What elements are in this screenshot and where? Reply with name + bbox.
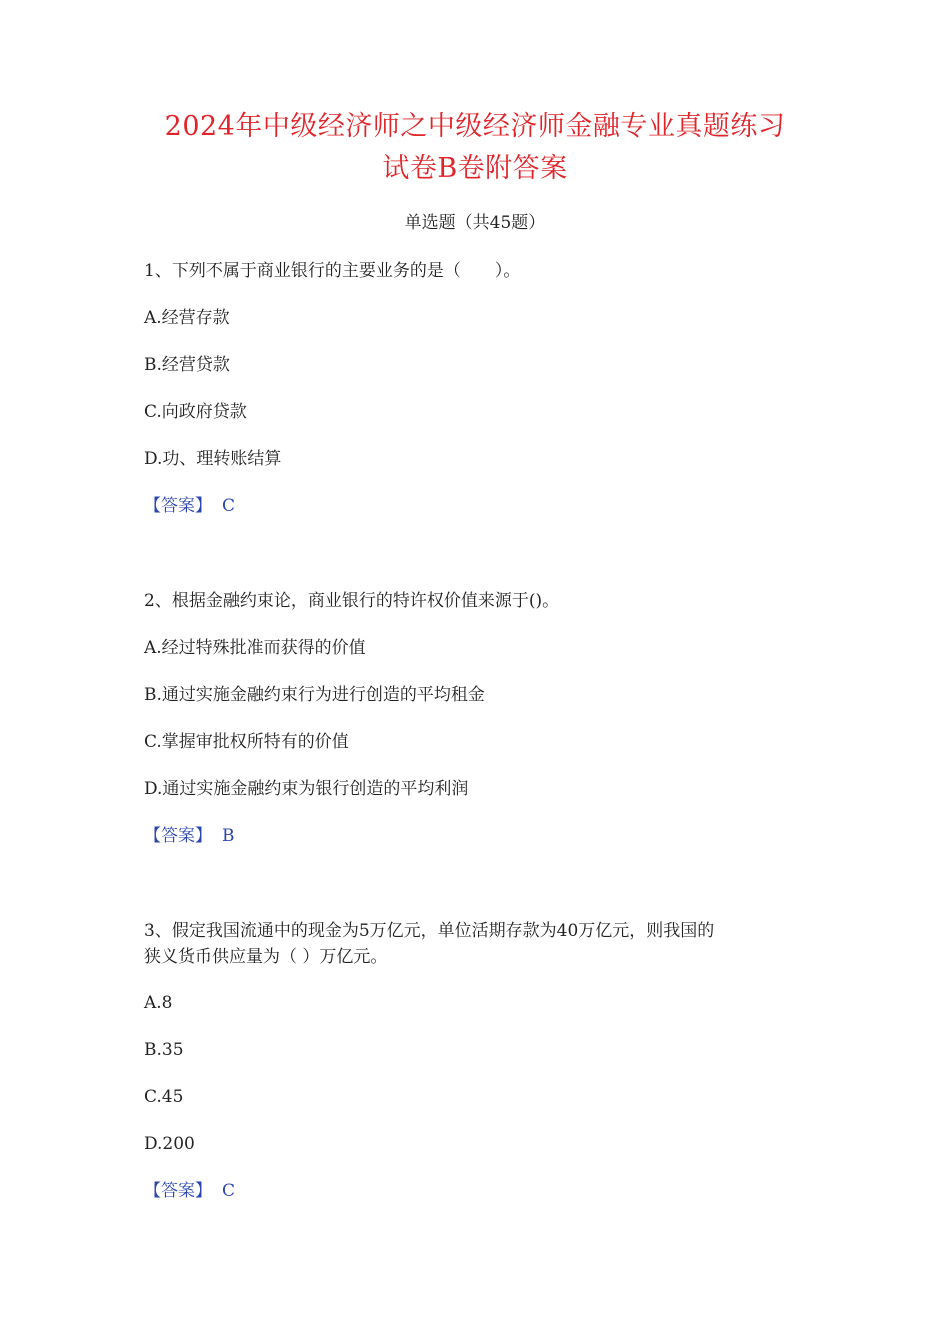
question-3-stem-line-2: 狭义货币供应量为（ ）万亿元。 [144, 947, 388, 967]
answer-value: C [222, 1181, 236, 1201]
question-2-answer [144, 823, 810, 849]
answer-value: C [222, 496, 236, 516]
answer-label: 【答案】 [144, 496, 212, 516]
question-1-stem: 1、下列不属于商业银行的主要业务的是（ ）。 [144, 261, 521, 281]
title-line-2: 试卷B卷附答案 [382, 153, 568, 184]
question-1-answer [144, 493, 810, 519]
question-3-option-d: D.200 [144, 1134, 195, 1154]
question-1-option-b: B.经营贷款 [144, 355, 230, 375]
question-3-option-b: B.35 [144, 1040, 184, 1060]
question-1-option-a: A.经营存款 [144, 308, 230, 328]
question-2-option-a: A.经过特殊批准而获得的价值 [144, 638, 366, 658]
title-line-1: 2024年中级经济师之中级经济师金融专业真题练习 [164, 111, 786, 142]
question-2-option-b: B.通过实施金融约束行为进行创造的平均租金 [144, 685, 485, 705]
question-1-option-c: C.向政府贷款 [144, 402, 247, 422]
document-title [120, 106, 830, 190]
section-heading: 单选题（共45题） [404, 213, 546, 233]
answer-label: 【答案】 [144, 1181, 212, 1201]
question-3-stem-line-1: 3、假定我国流通中的现金为5万亿元，单位活期存款为40万亿元，则我国的 [144, 921, 715, 941]
question-2-option-c: C.掌握审批权所特有的价值 [144, 732, 349, 752]
question-1-option-d: D.功、理转账结算 [144, 449, 282, 469]
answer-value: B [222, 826, 235, 846]
question-3-answer [144, 1178, 810, 1204]
question-3-option-a: A.8 [144, 993, 173, 1013]
answer-label: 【答案】 [144, 826, 212, 846]
question-2-option-d: D.通过实施金融约束为银行创造的平均利润 [144, 779, 469, 799]
question-3-option-c: C.45 [144, 1087, 184, 1107]
question-2-stem: 2、根据金融约束论，商业银行的特许权价值来源于()。 [144, 591, 560, 611]
